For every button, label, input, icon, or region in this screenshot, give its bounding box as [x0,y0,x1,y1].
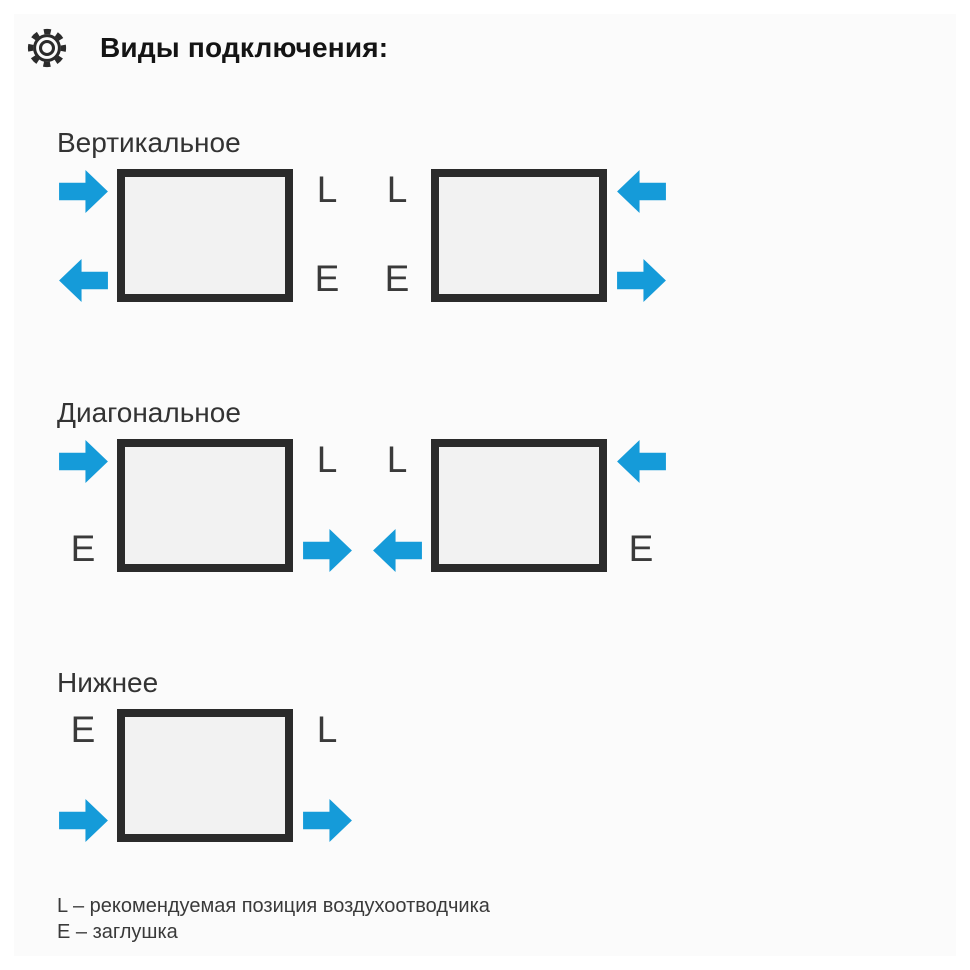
diagram-row-diagonal [57,439,737,572]
section-diagonal [57,396,737,572]
flow-arrow-right-icon [57,169,109,213]
port-label-l: L [316,708,338,750]
port-label-e: E [314,257,340,299]
flow-arrow-right-icon [57,798,109,842]
radiator-body [117,169,293,302]
diagram-diagonal-1 [57,439,353,572]
port-label-e: E [70,708,96,750]
flow-arrow-right-icon [615,258,667,302]
port-label-e: E [70,527,96,569]
sections [57,0,757,970]
flow-arrow-left-icon [57,258,109,302]
port-label-l: L [316,168,338,210]
port-label-l: L [316,438,338,480]
flow-arrow-left-icon [371,528,423,572]
flow-arrow-right-icon [301,528,353,572]
port-label-e: E [628,527,654,569]
port-label-l: L [386,168,408,210]
diagram-diagonal-2 [371,439,667,572]
diagram-row-bottom [57,709,737,842]
section-title-vertical: Вертикальное [57,127,241,158]
diagram-row-vertical [57,169,737,302]
section-title-bottom: Нижнее [57,667,159,698]
flow-arrow-left-icon [615,439,667,483]
radiator-body [431,169,607,302]
section-bottom [57,666,737,842]
radiator-body [117,439,293,572]
radiator-body [117,709,293,842]
section-title-diagonal: Диагональное [57,397,241,428]
legend-line-l: L – рекомендуемая позиция воздухоотводчика [57,895,490,917]
legend-line-e: E – заглушка [57,921,178,943]
diagram-bottom-1 [57,709,353,842]
port-label-l: L [386,438,408,480]
legend [57,893,490,945]
flow-arrow-right-icon [301,798,353,842]
port-label-e: E [384,257,410,299]
diagram-vertical-2 [371,169,667,302]
flow-arrow-right-icon [57,439,109,483]
radiator-body [431,439,607,572]
section-vertical [57,126,737,302]
flow-arrow-left-icon [615,169,667,213]
page-title: Виды подключения: [100,32,389,63]
diagram-vertical-1 [57,169,353,302]
